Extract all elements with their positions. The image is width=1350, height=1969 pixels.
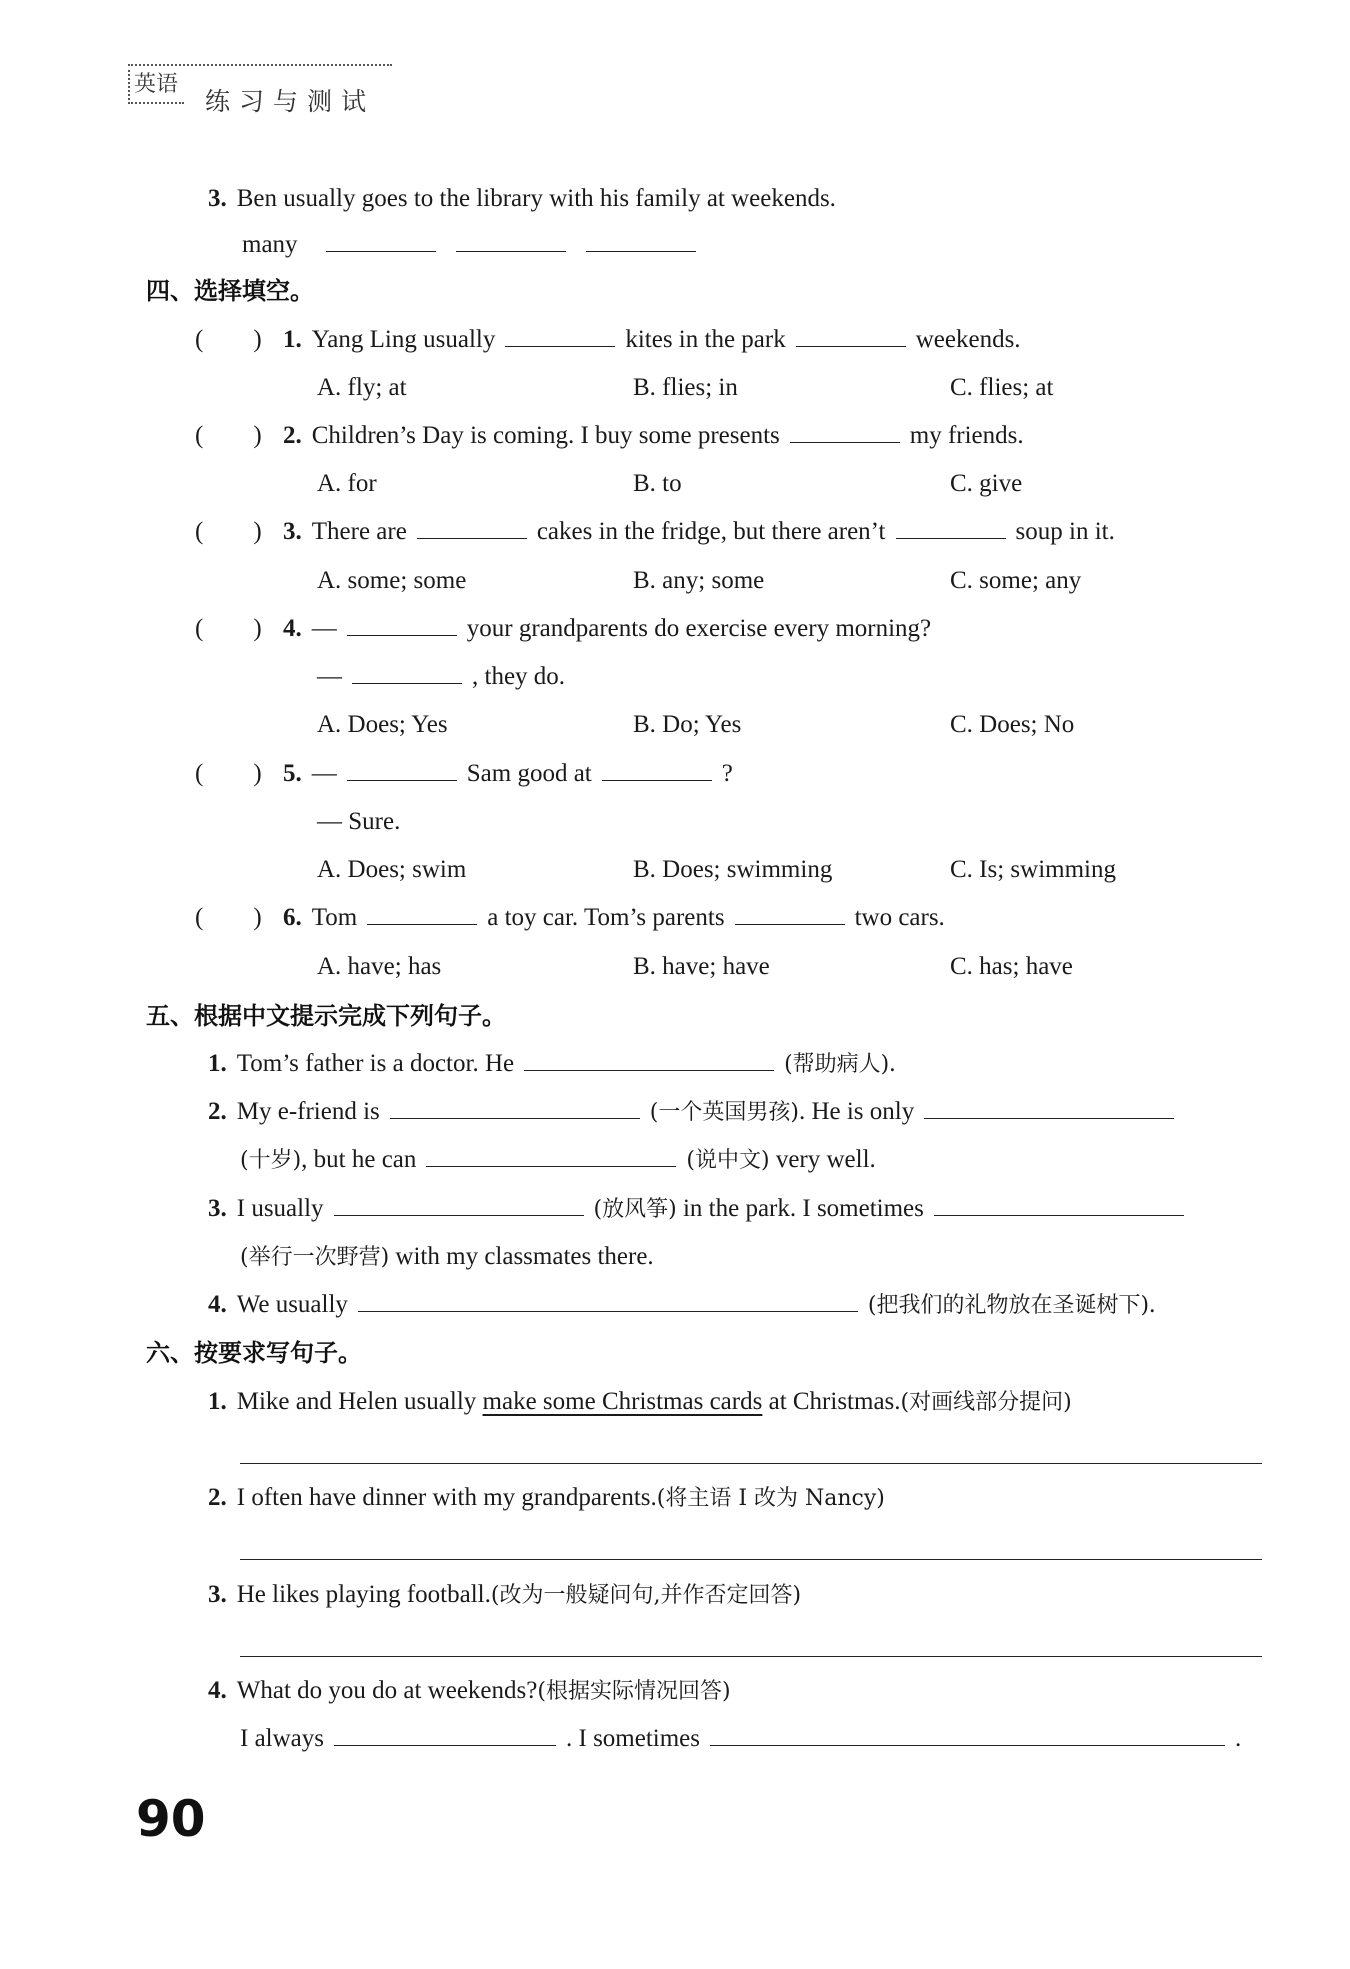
option-c[interactable]: C. Does; No	[950, 711, 1075, 738]
section-6-title: 六、按要求写句子。	[146, 1339, 362, 1367]
option-a[interactable]: A. fly; at	[317, 374, 407, 401]
part3-question-3-blanks: many	[242, 229, 706, 261]
answer-paren[interactable]: ( )	[195, 518, 262, 545]
answer-blank[interactable]	[367, 902, 477, 925]
section4-q5: 5. — Sam good at ?	[283, 760, 733, 787]
option-c[interactable]: C. some; any	[950, 567, 1082, 594]
option-c[interactable]: C. flies; at	[950, 374, 1054, 401]
header-book-title: 练习与测试	[205, 87, 376, 116]
option-b[interactable]: B. to	[633, 470, 682, 497]
section6-q2: 2. I often have dinner with my grandparents.(将主语 I 改为 Nancy)	[208, 1484, 885, 1511]
answer-line[interactable]	[240, 1463, 1262, 1464]
answer-blank[interactable]	[390, 1096, 640, 1119]
answer-blank[interactable]	[710, 1723, 1225, 1746]
answer-blank[interactable]	[796, 324, 906, 347]
section5-q1: 1. Tom’s father is a doctor. He (帮助病人).	[208, 1050, 896, 1077]
option-b[interactable]: B. flies; in	[633, 374, 738, 401]
section4-q6: 6. Tom a toy car. Tom’s parents two cars.	[283, 904, 945, 931]
page-number: 90	[136, 1790, 206, 1848]
option-b[interactable]: B. any; some	[633, 567, 765, 594]
answer-blank[interactable]	[505, 324, 615, 347]
answer-blank[interactable]	[347, 613, 457, 636]
option-a[interactable]: A. have; has	[317, 953, 442, 980]
section6-q4-answer: I always . I sometimes .	[240, 1725, 1242, 1752]
answer-paren[interactable]: ( )	[195, 422, 262, 449]
option-b[interactable]: B. Does; swimming	[633, 856, 833, 883]
section-4-title: 四、选择填空。	[146, 277, 314, 305]
section5-q2-cont: (十岁), but he can (说中文) very well.	[240, 1146, 876, 1173]
section4-q4-reply: — , they do.	[317, 663, 566, 690]
answer-blank[interactable]	[586, 229, 696, 252]
answer-blank[interactable]	[924, 1096, 1174, 1119]
option-c[interactable]: C. Is; swimming	[950, 856, 1116, 883]
section4-q5-reply: — Sure.	[317, 808, 401, 835]
answer-paren[interactable]: ( )	[195, 615, 262, 642]
section6-q4: 4. What do you do at weekends?(根据实际情况回答)	[208, 1677, 731, 1704]
answer-blank[interactable]	[896, 516, 1006, 539]
section5-q3: 3. I usually (放风筝) in the park. I sometimes	[208, 1193, 1194, 1226]
option-a[interactable]: A. Does; swim	[317, 856, 467, 883]
section5-q3-cont: (举行一次野营) with my classmates there.	[240, 1243, 654, 1270]
option-a[interactable]: A. for	[317, 470, 377, 497]
section6-q1: 1. Mike and Helen usually make some Christmas cards at Christmas.(对画线部分提问)	[208, 1388, 1072, 1415]
answer-blank[interactable]	[426, 1144, 676, 1167]
option-c[interactable]: C. has; have	[950, 953, 1073, 980]
answer-paren[interactable]: ( )	[195, 326, 262, 353]
option-a[interactable]: A. Does; Yes	[317, 711, 448, 738]
section4-q1: 1. Yang Ling usually kites in the park weekends.	[283, 326, 1021, 353]
answer-blank[interactable]	[456, 229, 566, 252]
section4-q2: 2. Children’s Day is coming. I buy some presents my friends.	[283, 422, 1024, 449]
underlined-phrase: make some Christmas cards	[482, 1388, 763, 1415]
answer-blank[interactable]	[602, 758, 712, 781]
header-dotted-rule	[128, 64, 392, 66]
option-a[interactable]: A. some; some	[317, 567, 467, 594]
answer-blank[interactable]	[934, 1193, 1184, 1216]
answer-blank[interactable]	[735, 902, 845, 925]
answer-blank[interactable]	[524, 1048, 774, 1071]
section5-q4: 4. We usually (把我们的礼物放在圣诞树下).	[208, 1291, 1156, 1318]
section-5-title: 五、根据中文提示完成下列句子。	[146, 1002, 506, 1030]
section5-q2: 2. My e-friend is (一个英国男孩). He is only	[208, 1096, 1184, 1129]
answer-paren[interactable]: ( )	[195, 760, 262, 787]
answer-paren[interactable]: ( )	[195, 904, 262, 931]
answer-blank[interactable]	[326, 229, 436, 252]
option-c[interactable]: C. give	[950, 470, 1023, 497]
part3-question-3: 3. Ben usually goes to the library with his family at weekends.	[208, 185, 836, 212]
answer-blank[interactable]	[334, 1193, 584, 1216]
answer-line[interactable]	[240, 1559, 1262, 1560]
answer-blank[interactable]	[334, 1723, 556, 1746]
option-b[interactable]: B. Do; Yes	[633, 711, 742, 738]
answer-blank[interactable]	[790, 420, 900, 443]
option-b[interactable]: B. have; have	[633, 953, 770, 980]
answer-blank[interactable]	[417, 516, 527, 539]
section4-q4: 4. — your grandparents do exercise every morning?	[283, 615, 932, 642]
header-subject: 英语	[128, 70, 184, 104]
answer-blank[interactable]	[352, 661, 462, 684]
answer-line[interactable]	[240, 1656, 1262, 1657]
answer-blank[interactable]	[358, 1289, 858, 1312]
section4-q3: 3. There are cakes in the fridge, but there aren’t soup in it.	[283, 518, 1115, 545]
answer-blank[interactable]	[347, 758, 457, 781]
section6-q3: 3. He likes playing football.(改为一般疑问句,并作否定回答)	[208, 1581, 802, 1608]
